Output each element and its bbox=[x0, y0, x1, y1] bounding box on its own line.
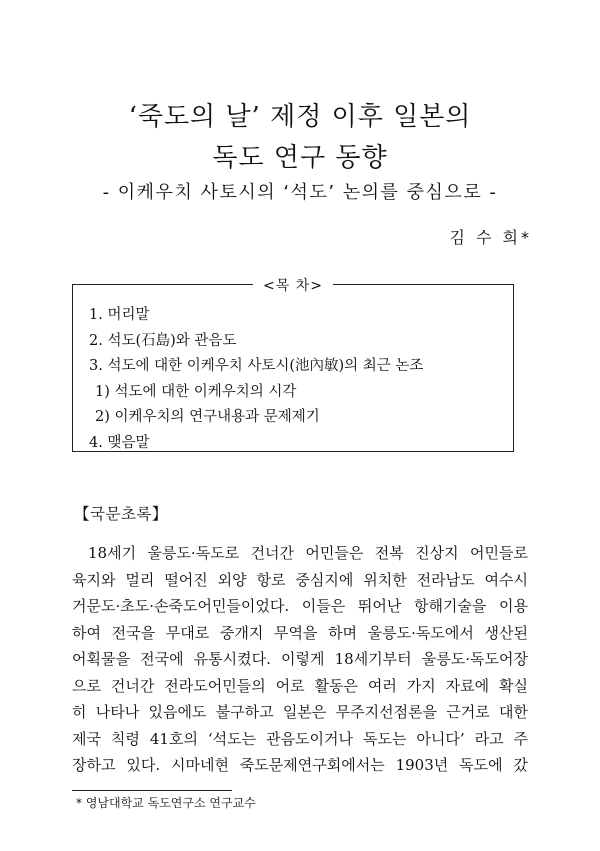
abstract-line: 거문도·초도·손죽도어민들이었다. 이들은 뛰어난 항해기술을 이용 bbox=[72, 597, 528, 615]
toc-list bbox=[89, 303, 423, 456]
abstract-line: 제국 칙령 41호의 ‘석도는 관음도이거나 독도는 아니다’ 라고 주 bbox=[72, 729, 528, 748]
toc-item: 3. 석도에 대한 이케우치 사토시(池內敏)의 최근 논조 bbox=[89, 358, 424, 374]
toc-subitem: 1) 석도에 대한 이케우치의 시각 bbox=[95, 383, 297, 400]
toc-item: 4. 맺음말 bbox=[89, 434, 150, 451]
abstract-heading: 【국문초록】 bbox=[74, 505, 168, 523]
abstract-line: 으로 건너간 전라도어민들의 어로 활동은 여러 가지 자료에 확실 bbox=[72, 676, 528, 695]
footnote: * 영남대학교 독도연구소 연구교수 bbox=[76, 796, 256, 810]
abstract-line: 육지와 멀리 떨어진 외양 항로 중심지에 위치한 전라남도 여수시 bbox=[72, 570, 528, 589]
abstract-line: 히 나타나 있음에도 불구하고 일본은 무주지선점론을 근거로 대한 bbox=[72, 703, 528, 721]
footnote-divider bbox=[72, 790, 232, 791]
abstract-line: 장하고 있다. 시마네현 죽도문제연구회에서는 1903년 독도에 갔 bbox=[72, 756, 528, 774]
abstract-body bbox=[72, 540, 528, 779]
table-of-contents bbox=[72, 278, 514, 452]
title-line-2: 독도 연구 동향 bbox=[212, 143, 388, 173]
toc-item: 1. 머리말 bbox=[89, 307, 150, 323]
subtitle: - 이케우치 사토시의 ‘석도’ 논의를 중심으로 - bbox=[102, 182, 498, 203]
abstract-line: 18세기 울릉도·독도로 건너간 어민들은 전복 진상지 어민들로 bbox=[88, 544, 528, 562]
toc-subitem: 2) 이케우치의 연구내용과 문제제기 bbox=[95, 409, 320, 425]
abstract-line: 하여 전국을 무대로 중개지 무역을 하며 울릉도·독도에서 생산된 bbox=[72, 623, 528, 642]
author-name: 김 수 희* bbox=[449, 228, 532, 247]
abstract-line: 어획물을 전국에 유통시켰다. 이렇게 18세기부터 울릉도·독도어장 bbox=[72, 650, 528, 668]
toc-heading: <목 차> bbox=[253, 275, 333, 295]
toc-item: 2. 석도(石島)와 관음도 bbox=[89, 332, 237, 349]
title-line-1: ‘죽도의 날’ 제정 이후 일본의 bbox=[128, 102, 472, 132]
